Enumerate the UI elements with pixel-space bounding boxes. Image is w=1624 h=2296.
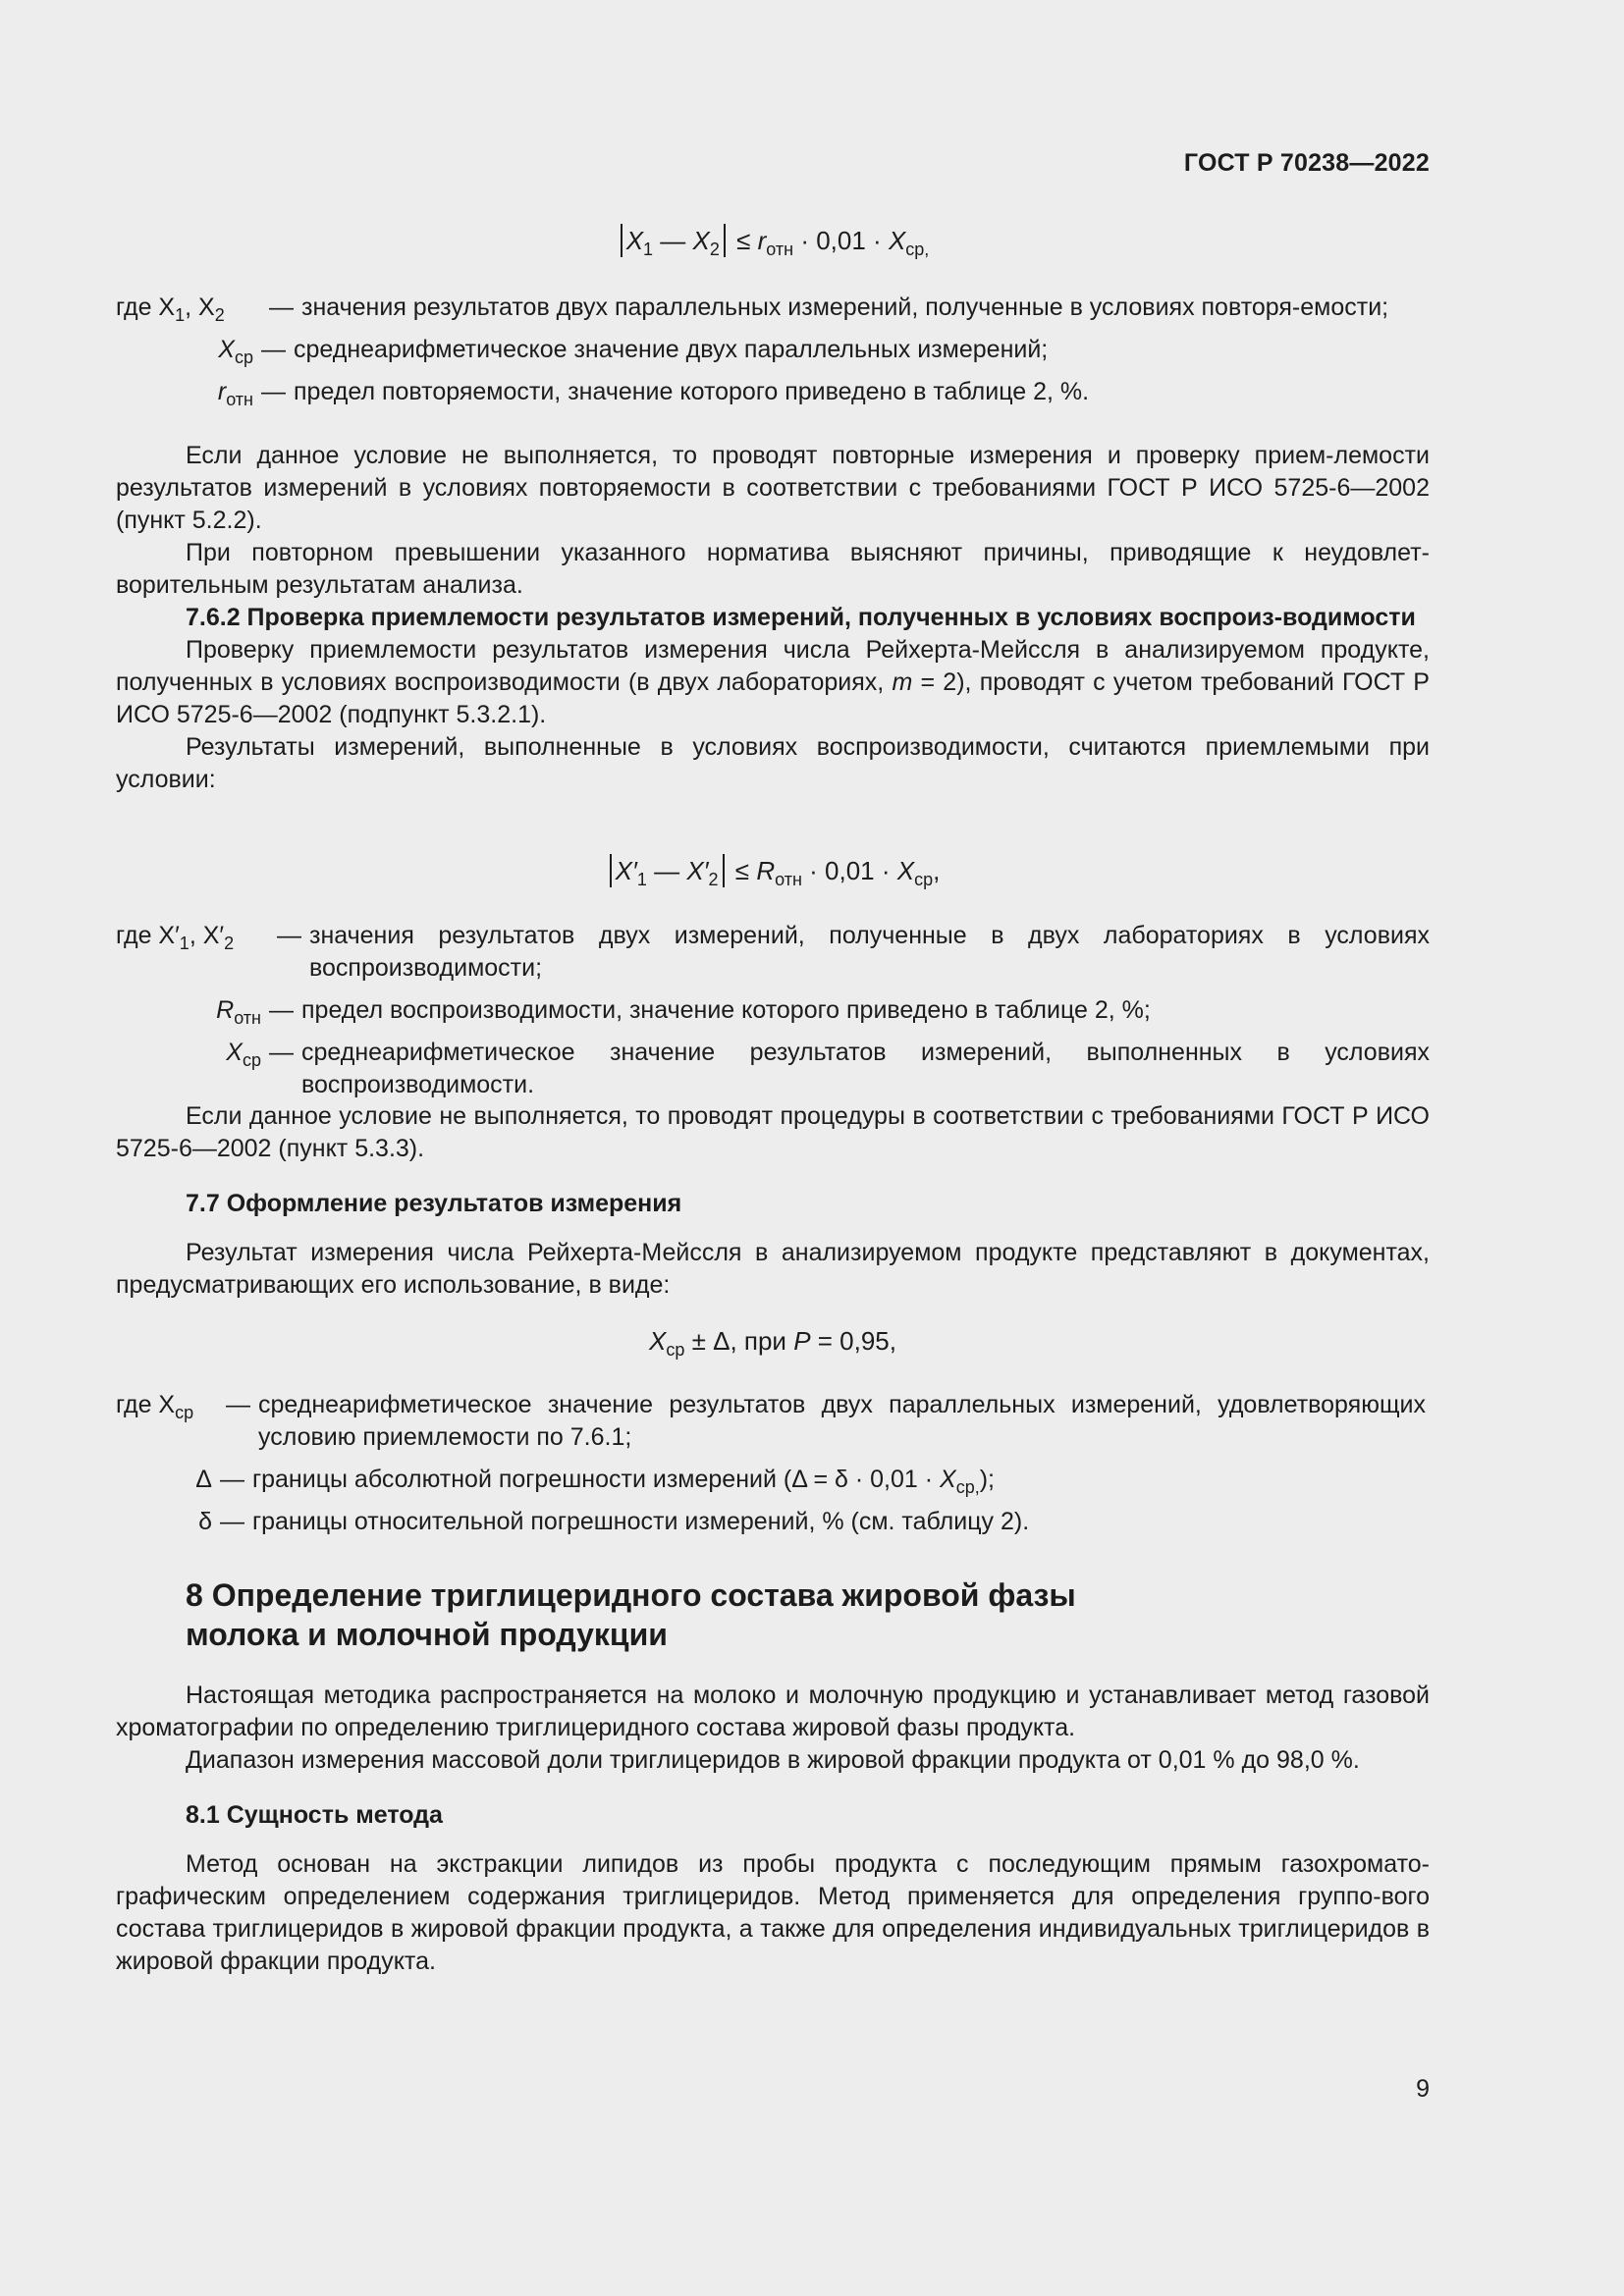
- definition-item: где $X_1$, $X_2$ — значения результатов двух параллельных измерений, полученные в условиях повторя-емости;: [116, 294, 1389, 325]
- paragraph: Результаты измерений, выполненные в условиях воспроизводимости, считаются приемлемыми при условии:: [116, 733, 1430, 793]
- section-heading-8: 8 Определение триглицеридного состава жировой фазы молока и молочной продукции: [186, 1577, 1076, 1652]
- definition-item: $R_{отн}$ — предел воспроизводимости, значение которого приведено в таблице 2, %;: [216, 996, 1151, 1028]
- section-heading-8-1: 8.1 Сущность метода: [186, 1801, 443, 1829]
- definition-item: $r_{отн}$ — предел повторяемости, значение которого приведено в таблице 2, %.: [217, 378, 1090, 409]
- section-heading-7-7: 7.7 Оформление результатов измерения: [186, 1190, 682, 1217]
- document-header: ГОСТ Р 70238—2022: [1183, 149, 1430, 177]
- paragraph: Метод основан на экстракции липидов из пробы продукта с последующим прямым газохромато-графическим определением содержания триглицеридов. Метод применяется для определения группо-вого состава триглицеридов в жировой фракции продукта, а также для определения индивидуальных триглицеридов в жировой фракции продукта.: [116, 1850, 1430, 1975]
- page-number: 9: [1416, 2075, 1430, 2103]
- section-8: [116, 1575, 1430, 1978]
- definition-item: где $X'_1$, $X'_2$ — значения результатов двух измерений, полученные в двух лабораториях в условиях воспроизводимости;: [116, 922, 1430, 982]
- paragraph: Если данное условие не выполняется, то проводят процедуры в соответствии с требованиями ГОСТ Р ИСО 5725-6—2002 (пункт 5.3.3).: [116, 1102, 1430, 1162]
- definitions-list-3: [116, 1389, 1430, 1538]
- paragraph: Если данное условие не выполняется, то проводят повторные измерения и проверку прием-лемости результатов измерений в условиях повторяемости в соответствии с требованиями ГОСТ Р ИСО 5725-6—2002 (пункт 5.2.2).: [116, 442, 1430, 534]
- definition-item: $X_{ср}$ — среднеарифметическое значение результатов измерений, выполненных в условиях воспроизводимости.: [226, 1039, 1430, 1098]
- paragraph: При повторном превышении указанного норматива выясняют причины, приводящие к неудовлет-ворительным результатам анализа.: [116, 539, 1430, 599]
- formula-result: $X_{ср} \pm \Delta$, при P = 0,95,: [649, 1326, 896, 1360]
- definition-item: где $X_{ср}$ — среднеарифметическое значение результатов двух параллельных измерений, удовлетворяющих условию приемлемости по 7.6.1;: [116, 1391, 1426, 1451]
- paragraph: Диапазон измерения массовой доли триглицеридов в жировой фракции продукта от 0,01 % до 98,0 %.: [186, 1746, 1360, 1774]
- text-block-2: [116, 1100, 1430, 1302]
- formula-reproducibility: $X'_1$ — $X'_2 \le R_{отн} \cdot 0,01 \cdot X_{ср}$,: [116, 854, 1430, 887]
- paragraph: Результат измерения числа Рейхерта-Мейссля в анализируемом продукте представляют в документах, предусматривающих его использование, в виде:: [116, 1239, 1430, 1299]
- section-heading-7-6-2: 7.6.2 Проверка приемлемости результатов измерений, полученных в условиях воспроиз-водимости: [186, 604, 1416, 631]
- formula-repeatability: $X_1$ — $X_2 \le r_{отн} \cdot 0,01 \cdot X_{ср,}$: [116, 224, 1430, 257]
- definition-item: δ — границы относительной погрешности измерений, % (см. таблицу 2).: [198, 1508, 1030, 1535]
- definitions-list-2: [116, 920, 1430, 1101]
- definitions-list-1: [116, 292, 1430, 408]
- text-block-1: [116, 440, 1430, 796]
- paragraph: Настоящая методика распространяется на молоко и молочную продукцию и устанавливает метод газовой хроматографии по определению триглицеридного состава жировой фазы продукта.: [116, 1682, 1430, 1741]
- definition-item: $X_{ср}$ — среднеарифметическое значение двух параллельных измерений;: [218, 336, 1049, 367]
- paragraph: Проверку приемлемости результатов измерения числа Рейхерта-Мейссля в анализируемом продукте, полученных в условиях воспроизводимости (в двух лабораториях, m = 2), проводят с учетом требований ГОСТ Р ИСО 5725-6—2002 (подпункт 5.3.2.1).: [116, 636, 1430, 728]
- definition-item: Δ — границы абсолютной погрешности измерений $(\Delta = \delta \cdot 0,01 \cdot X_{ср,})$;: [195, 1466, 995, 1497]
